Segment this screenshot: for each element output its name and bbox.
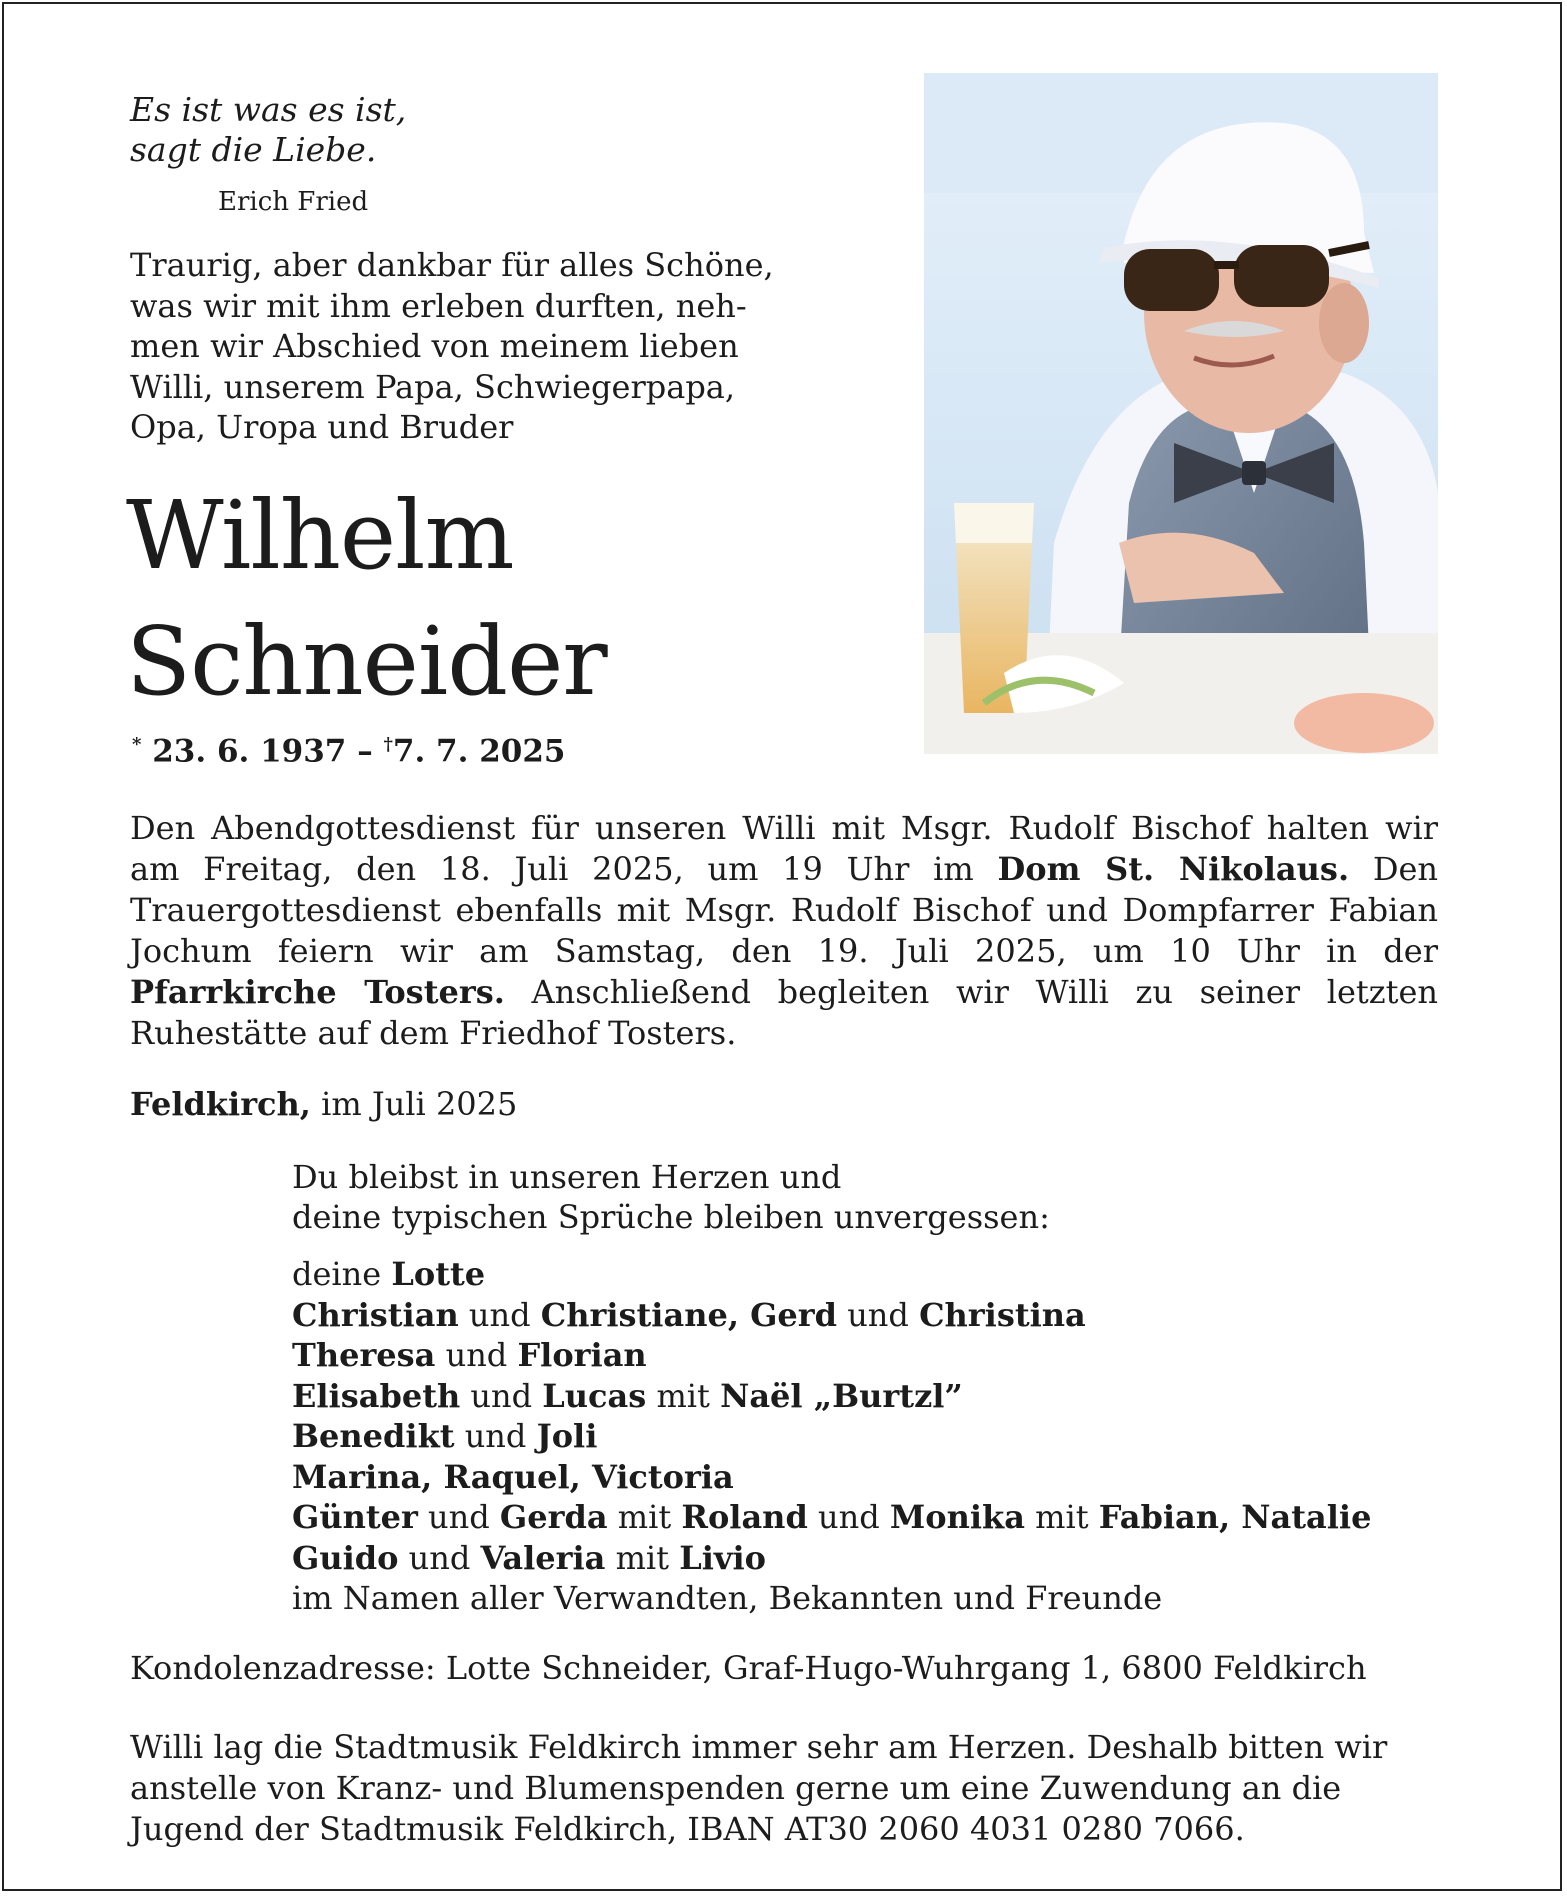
mourner-name: Gerda <box>499 1498 608 1536</box>
mourner-text: mit <box>646 1376 721 1415</box>
mourner-name: Florian <box>517 1336 647 1374</box>
portrait-photo-icon <box>924 73 1438 754</box>
intro-line: Traurig, aber dankbar für alles Schöne, <box>130 246 774 284</box>
mourner-text: und <box>837 1295 920 1334</box>
mourner-name: Marina, Raquel, Victoria <box>292 1457 734 1496</box>
intro-line: Willi, unserem Papa, Schwiegerpapa, <box>130 367 736 406</box>
service-text-part-3: Anschließend begleiten wir Willi zu seiner letzten Ruhestätte auf dem Friedhof Tosters. <box>130 973 1439 1052</box>
mourner-text: im Namen aller Verwandten, Bekannten und Freunde <box>292 1579 1163 1617</box>
mourner-line <box>292 1457 1371 1498</box>
donation-note <box>130 1727 1438 1850</box>
mourner-text: und <box>460 1376 543 1415</box>
family-intro-line-2: deine typischen Sprüche bleiben unvergessen: <box>292 1198 1050 1236</box>
family-intro <box>292 1157 1050 1237</box>
mourner-name: Christiane, Gerd <box>540 1295 838 1334</box>
birth-star-icon: * <box>132 734 142 755</box>
mourner-text: und <box>435 1336 518 1374</box>
mourner-name: Elisabeth <box>292 1376 461 1415</box>
mourner-text: deine <box>292 1255 392 1293</box>
mourner-name: Naël „Burtzl” <box>720 1376 963 1415</box>
mourner-line <box>292 1538 1371 1579</box>
mourner-name: Christian <box>292 1295 459 1334</box>
intro-line: Opa, Uropa und Bruder <box>130 408 514 446</box>
date-separator: – <box>357 733 373 770</box>
donation-line-2: anstelle von Kranz- und Blumenspenden gerne um eine Zuwendung an die <box>130 1769 1342 1807</box>
mourners-list <box>292 1254 1371 1619</box>
quote-line-2: sagt die Liebe. <box>130 130 377 169</box>
service-announcement <box>130 808 1438 1054</box>
mourner-name: Guido <box>292 1538 399 1577</box>
service-location-1: Dom St. Nikolaus. <box>997 850 1350 888</box>
life-dates <box>132 725 566 771</box>
mourner-line <box>292 1376 1371 1417</box>
intro-line: was wir mit ihm erleben durften, neh- <box>130 286 747 325</box>
mourner-text: mit <box>605 1538 680 1577</box>
mourner-name: Lucas <box>542 1376 647 1415</box>
mourner-name: Livio <box>679 1538 766 1577</box>
mourner-text: und <box>417 1498 500 1536</box>
epigraph-quote <box>130 90 406 170</box>
mourner-name: Theresa <box>292 1336 436 1374</box>
family-intro-line-1: Du bleibst in unseren Herzen und <box>292 1158 842 1196</box>
mourner-name: Joli <box>536 1417 598 1455</box>
death-cross-icon: † <box>383 734 393 755</box>
mourner-text: mit <box>607 1498 682 1536</box>
place-date <box>130 1084 517 1124</box>
mourner-line <box>292 1254 1371 1295</box>
service-text-part-1: Den Abendgottesdienst für unseren Willi mit Msgr. Rudolf Bischof halten wir am Freitag, den 18. Juli 2025, um 19 Uhr im <box>130 809 1438 888</box>
mourner-name: Fabian, Natalie <box>1098 1498 1372 1536</box>
place-city: Feldkirch, <box>130 1085 311 1123</box>
mourner-name: Benedikt <box>292 1417 455 1455</box>
intro-line: men wir Abschied von meinem lieben <box>130 327 739 365</box>
condolence-address: Kondolenzadresse: Lotte Schneider, Graf-Hugo-Wuhrgang 1, 6800 Feldkirch <box>130 1649 1367 1687</box>
mourner-name: Monika <box>889 1498 1025 1536</box>
mourner-text: und <box>398 1538 481 1577</box>
birth-date: 23. 6. 1937 <box>152 733 347 770</box>
mourner-line <box>292 1295 1371 1336</box>
mourner-name: Valeria <box>480 1538 606 1577</box>
mourner-line <box>292 1578 1371 1619</box>
deceased-first-name: Wilhelm <box>126 481 514 591</box>
mourner-line <box>292 1335 1371 1376</box>
mourner-name: Christina <box>919 1295 1086 1334</box>
service-text-part-2: Den Trauergottesdienst ebenfalls mit Msgr. Rudolf Bischof und Dompfarrer Fabian Jochum feiern wir am Samstag, den 19. Juli 2025, um 10 Uhr in der <box>130 850 1439 970</box>
service-location-2: Pfarrkirche Tosters. <box>130 973 505 1011</box>
intro-text <box>130 245 815 448</box>
quote-line-1: Es ist was es ist, <box>130 90 407 129</box>
mourner-line <box>292 1497 1371 1538</box>
mourner-name: Günter <box>292 1498 418 1536</box>
donation-line-3: Jugend der Stadtmusik Feldkirch, IBAN AT30 2060 4031 0280 7066. <box>130 1810 1245 1848</box>
mourner-name: Roland <box>681 1498 808 1536</box>
portrait-photo <box>924 73 1438 754</box>
place-month: im Juli 2025 <box>310 1085 518 1123</box>
mourner-line <box>292 1416 1371 1457</box>
mourner-text: und <box>458 1295 541 1334</box>
mourner-text: und <box>807 1498 890 1536</box>
mourner-name: Lotte <box>391 1255 486 1293</box>
death-date: 7. 7. 2025 <box>392 733 566 770</box>
quote-author: Erich Fried <box>218 187 369 217</box>
deceased-last-name: Schneider <box>126 607 607 717</box>
mourner-text: mit <box>1024 1498 1099 1536</box>
donation-line-1: Willi lag die Stadtmusik Feldkirch immer sehr am Herzen. Deshalb bitten wir <box>130 1728 1388 1766</box>
mourner-text: und <box>454 1417 537 1455</box>
